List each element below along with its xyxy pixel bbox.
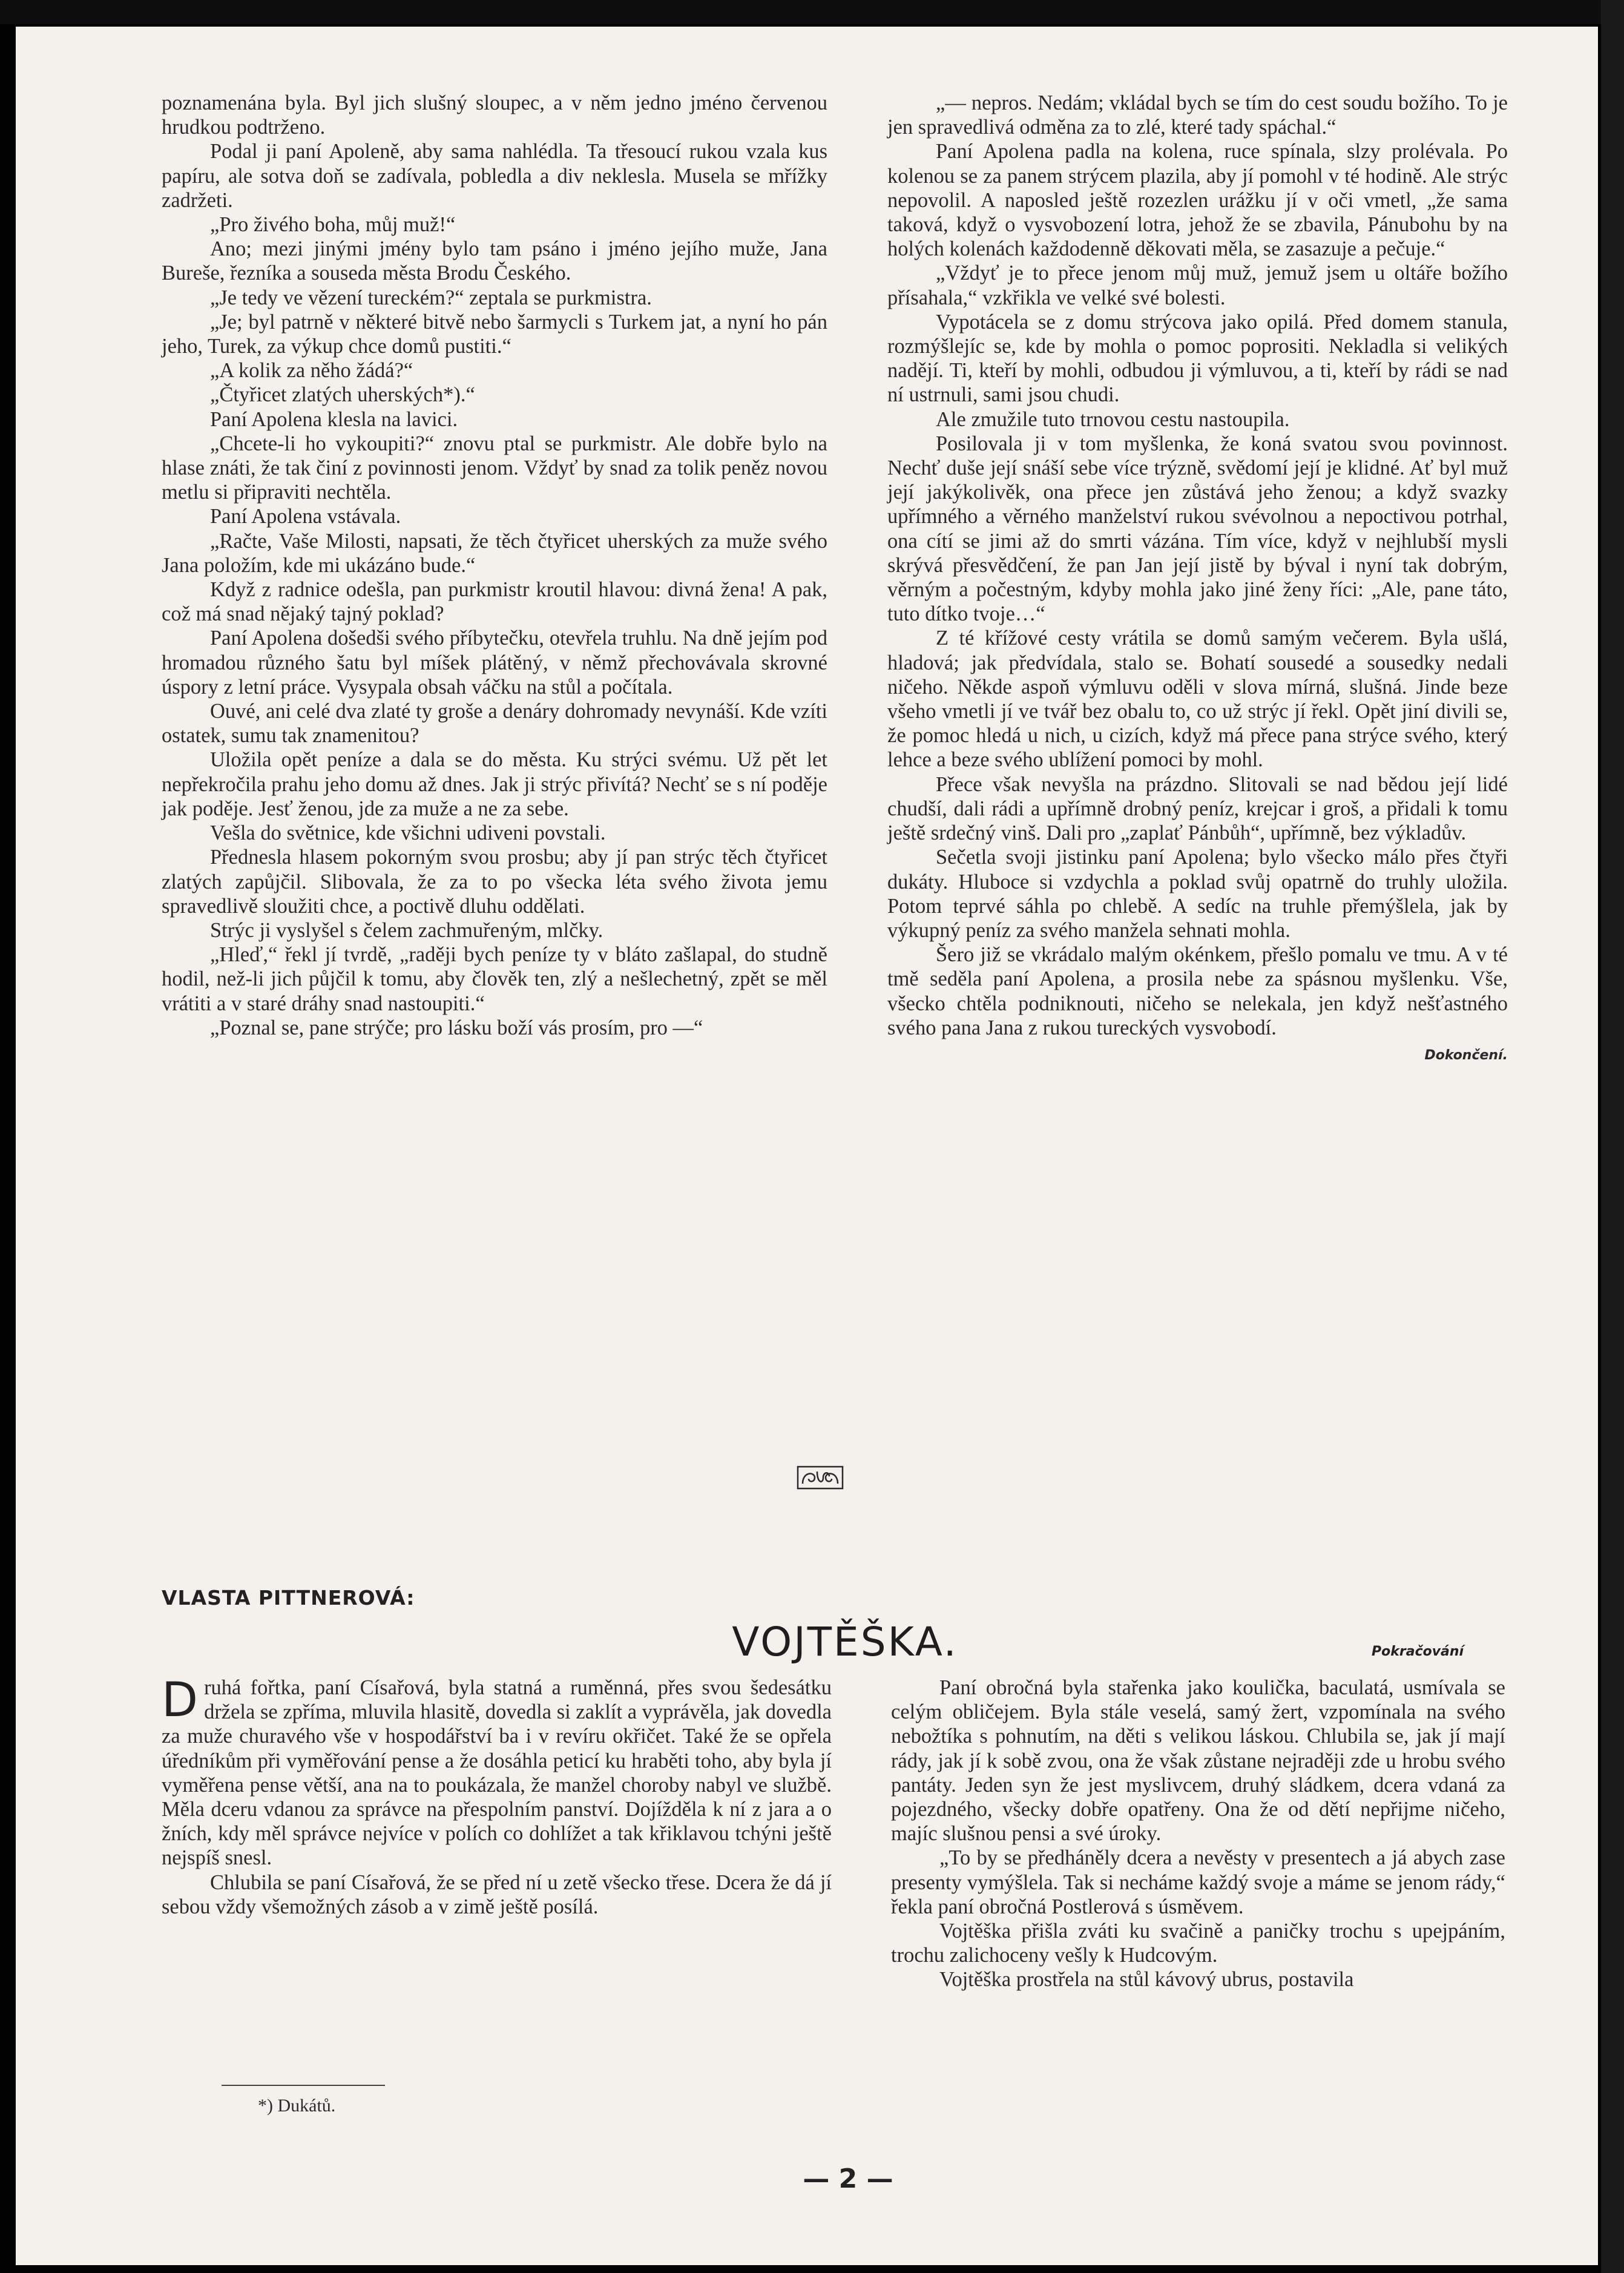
paragraph: „To by se předháněly dcera a nevěsty v presentech a já abych zase presenty vymýšlela. Tak si necháme každý svoje a máme se jenom rády,“ řekla paní obročná Postlerová s úsměvem. — [891, 1846, 1505, 1918]
paragraph: „A kolik za něho žádá?“ — [210, 359, 413, 383]
story2-first-paragraph: ruhá fořtka, paní Císařová, byla statná a ruměnná, přes svou šedesátku držela se zpříma, mluvila hlasitě, dovedla si zaklít a vyprávěla, jak dovedla za muže churavého vše v hospodářství ba i v revíru okřičet. Také že se opřela úředníkům při vyměřování pense a že dosáhla peticí ku hraběti toho, aby byla jí vyměřena pense větší, ana na to poukázala, že manžel choroby nabyl ve službě. Měla dceru vdanou za správce na přespolním panství. Dojížděla k ní z jara a o žních, kdy měl správce nejvíce v polích co dohlížet a tak křiklavou tchýni ještě nejspíš snesl. — [162, 1676, 832, 1870]
paragraph: Přece však nevyšla na prázdno. Slitovali se nad bědou její lidé chudší, dali rádi a upřímně drobný peníz, krejcar i groš, a přidali k tomu ještě srdečný vinš. Dali pro „zaplať Pánbůh“, upřímně, bez výkladův. — [887, 772, 1508, 845]
paragraph: Paní Apolena klesla na lavici. — [210, 407, 458, 431]
paragraph: Paní Apolena padla na kolena, ruce spínala, slzy prolévala. Po kolenou se za panem strýcem plazila, aby jí pomohl v té hodině. Ale strýc nepovolil. A naposled ještě rozezlen urážku jí v oči vmetl, „že sama taková, když o vysvobození lotra, jehož že se zbavila, Pánubohu by na holých kolenách každodenně děkovati měla, se zasazuje a pečuje.“ — [887, 140, 1508, 261]
paragraph: Podal ji paní Apoleně, aby sama nahlédla. Ta třesoucí rukou vzala kus papíru, ale sotva doň se zadívala, pobledla a div neklesla. Musela se mřížky zadržeti. — [162, 140, 827, 212]
paragraph: Přednesla hlasem pokorným svou prosbu; aby jí pan strýc těch čtyřicet zlatých zapůjčil. Slibovala, že za to po všecka léta svého života jemu spravedlivě sloužiti chce, a poctivě dluhu oddělati. — [162, 846, 827, 918]
paragraph: „Chcete-li ho vykoupiti?“ znovu ptal se purkmistr. Ale dobře bylo na hlase znáti, že tak činí z povinnosti jenom. Vždyť by snad za tolik peněz novou metlu si připraviti nechtěla. — [162, 432, 827, 504]
paragraph: Vojtěška přišla zváti ku svačině a paničky trochu s upejpáním, trochu zalichoceny vešly k Hudcovým. — [891, 1919, 1505, 1967]
paragraph: Vypotácela se z domu strýcova jako opilá. Před domem stanula, rozmýšlejíc se, kde by mohla o pomoc poprositi. Nekladla si velikých nadějí. Ti, kteří by mohli, odbudou ji výmluvou, a ti, kteří by rádi se nad ní ustrnuli, sami jsou chudi. — [887, 310, 1508, 407]
paragraph: Ano; mezi jinými jmény bylo tam psáno i jméno jejího muže, Jana Bureše, řezníka a souseda města Brodu Českého. — [162, 237, 827, 285]
paragraph: „Čtyřicet zlatých uherských*).“ — [210, 383, 475, 407]
paragraph: Sečetla svoji jistinku paní Apolena; bylo všecko málo přes čtyři dukáty. Hluboce si vzdychla a poklad svůj opatrně do truhly uložila. Potom teprvé sáhla po chlebě. A sedíc na truhle přemýšlela, jak by výkupný peníz za svého manžela sehnati mohla. — [887, 846, 1508, 942]
story2-left-column — [162, 1673, 832, 1919]
magazine-page — [16, 27, 1598, 2265]
page-number: — 2 — — [803, 2163, 893, 2194]
paragraph: Strýc ji vyslyšel s čelem zachmuřeným, mlčky. — [210, 918, 603, 942]
paragraph: Z té křížové cesty vrátila se domů samým večerem. Byla ušlá, hladová; jak předvídala, stalo se. Bohatí sousedé a sousedky nedali ničeho. Někde aspoň výmluvu oděli v slova mírná, slušná. Jinde beze všeho vmetli jí ve tvář bez obalu to, co už strýc jí řekl. Opět jiní divili se, že pomoc hledá u nich, u cizích, když má přece pana strýce svého, který lehce a beze svého ublížení pomoci by mohl. — [887, 627, 1508, 772]
story1-left-column — [162, 91, 827, 1040]
paragraph: Vojtěška prostřela na stůl kávový ubrus, postavila — [939, 1968, 1354, 1992]
paragraph: Paní obročná byla stařenka jako koulička, baculatá, usmívala se celým obličejem. Byla stále veselá, samý žert, vzpomínala na svého nebožtíka s pohnutím, na děti s velikou láskou. Chlubila se, jak jí mají rády, jak jí k sobě zvou, ona že však zůstane nejraději zde u hrobu svého pantáty. Jeden syn že jest myslivcem, druhý sládkem, dcera vdaná za pojezdného, všecky dobře opatřeny. Ona že od dětí nepřijme ničeho, majíc slušnou pensi a své úroky. — [891, 1676, 1505, 1846]
paragraph: „— nepros. Nedám; vkládal bych se tím do cest soudu božího. To je jen spravedlivá odměna za to zlé, které tady spáchal.“ — [887, 91, 1508, 139]
paragraph: Ouvé, ani celé dva zlaté ty groše a denáry dohromady nevynáší. Kde vzíti ostatek, sumu tak znamenitou? — [162, 700, 827, 748]
paragraph: Když z radnice odešla, pan purkmistr kroutil hlavou: divná žena! A pak, což má snad nějaký tajný poklad? — [162, 578, 827, 626]
end-note: Dokončení. — [1424, 1047, 1508, 1063]
author-name: VLASTA PITTNEROVÁ: — [162, 1586, 415, 1610]
ornament-divider — [797, 1464, 844, 1491]
story1-right-column — [887, 91, 1508, 1068]
scan-border-top — [0, 0, 1624, 24]
paragraph: Šero již se vkrádalo malým okénkem, přešlo pomalu ve tmu. A v té tmě seděla paní Apolena, a prosila nebe za spásnou myšlenku. Vše, všecko chtěla podniknouti, ničeho se nelekala, jen když nešťastného svého pana Jana z rukou tureckých vysvobodí. — [887, 943, 1508, 1039]
paragraph: „Je; byl patrně v některé bitvě nebo šarmycli s Turkem jat, a nyní ho pán jeho, Turek, za výkup chce domů pustiti.“ — [162, 310, 827, 358]
paragraph: „Poznal se, pane strýče; pro lásku boží vás prosím, pro —“ — [210, 1016, 703, 1039]
paragraph: Ale zmužile tuto trnovou cestu nastoupila. — [936, 407, 1290, 431]
paragraph: „Račte, Vaše Milosti, napsati, že těch čtyřicet uherských za muže svého Jana položím, kde mi ukázáno bude.“ — [162, 529, 827, 577]
story2-right-column — [891, 1676, 1505, 1992]
paragraph: „Vždyť je to přece jenom můj muž, jemuž jsem u oltáře božího přísahala,“ vzkřikla ve velké své bolesti. — [887, 262, 1508, 309]
paragraph: „Hleď,“ řekl jí tvrdě, „raději bych peníze ty v bláto zašlapal, do studně hodil, než-li jich půjčil k tomu, aby člověk ten, zlý a nešlechetný, zpět se měl vrátiti a v staré dráhy snad nastoupiti.“ — [162, 943, 827, 1015]
paragraph: „Je tedy ve vězení tureckém?“ zeptala se purkmistra. — [210, 286, 652, 309]
paragraph: Paní Apolena vstávala. — [210, 505, 401, 528]
paragraph: Chlubila se paní Císařová, že se před ní u zetě všecko třese. Dcera že dá jí sebou vždy všemožných zásob a v zimě ještě posílá. — [162, 1870, 832, 1918]
drop-cap: D — [162, 1673, 199, 1728]
scan-border-right — [1601, 0, 1624, 2273]
paragraph: Uložila opět peníze a dala se do města. Ku strýci svému. Už pět let nepřekročila prahu jeho domu až dnes. Jak ji strýc přivítá? Nechť se s ní poděje jak poděje. Jesť ženou, jde za muže a ne za sebe. — [162, 748, 827, 820]
paragraph: poznamenána byla. Byl jich slušný sloupec, a v něm jedno jméno červenou hrudkou podtrženo. — [162, 91, 827, 139]
paragraph: Vešla do světnice, kde všichni udiveni povstali. — [210, 821, 606, 845]
footnote: *) Dukátů. — [258, 2096, 336, 2116]
footnote-rule — [222, 2085, 385, 2086]
paragraph: „Pro živého boha, můj muž!“ — [210, 213, 456, 237]
story-title: VOJTĚŠKA. — [732, 1619, 958, 1665]
paragraph: Posilovala ji v tom myšlenka, že koná svatou svou povinnost. Nechť duše její snáší sebe více trýzně, svědomí její je klidné. Ať byl muž její jakýkolivěk, ona přece jen zůstává jeho ženou; a když svazky upřímného a věrného manželství rukou svévolnou a nepoctivou potrhal, ona cítí se jimi až do smrti vázána. Tím více, když v nejhlubší mysli skrývá přesvědčení, že pan Jan její jistě by býval i nyní tak dobrým, věrným a počestným, kdyby mohla jako jiné ženy říci: „Ale, pane táto, tuto dítko tvoje…“ — [887, 432, 1508, 626]
continued-label: Pokračování — [1372, 1644, 1464, 1659]
paragraph: Paní Apolena došedši svého příbytečku, otevřela truhlu. Na dně jejím pod hromadou různého šatu byl míšek plátěný, v němž přechovávala skrovné úspory z letní práce. Vysypala obsah váčku na stůl a počítala. — [162, 627, 827, 699]
